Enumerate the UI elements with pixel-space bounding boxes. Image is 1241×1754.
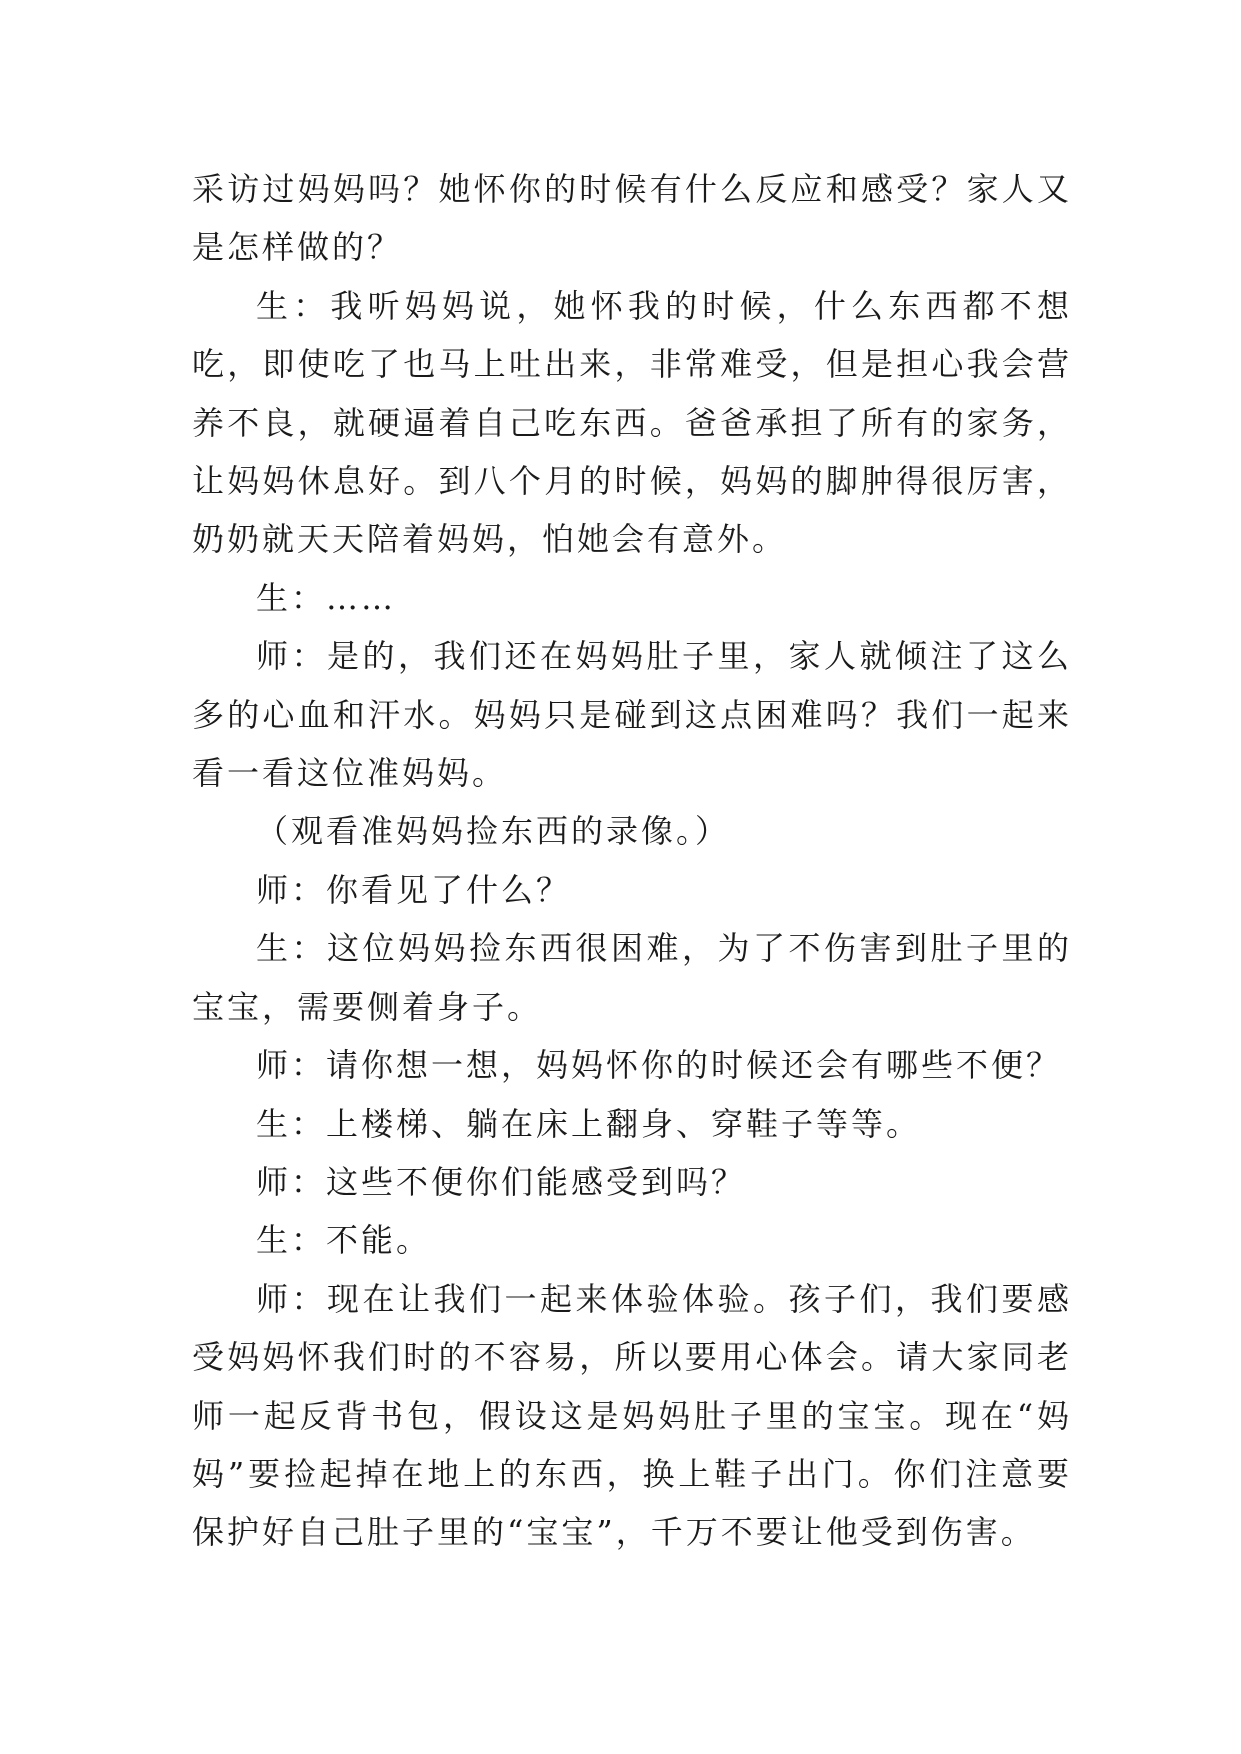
paragraph-teacher-experience: 师：现在让我们一起来体验体验。孩子们，我们要感受妈妈怀我们时的不容易，所以要用心体会。请大家同老师一起反背书包，假设这是妈妈肚子里的宝宝。现在“妈妈”要捡起掉在地上的东西，换上鞋子出门。你们注意要保护好自己肚子里的“宝宝”，千万不要让他受到伤害。 <box>192 1279 1072 1552</box>
paragraph-teacher-question: 师：你看见了什么？ <box>256 870 572 909</box>
body-text <box>192 160 1072 1562</box>
paragraph-student-observation: 生：这位妈妈捡东西很困难，为了不伤害到肚子里的宝宝，需要侧着身子。 <box>192 929 1072 1026</box>
paragraph-student-no: 生：不能。 <box>256 1221 432 1260</box>
paragraph-continued-question: 采访过妈妈吗？她怀你的时候有什么反应和感受？家人又是怎样做的？ <box>192 170 1072 267</box>
paragraph-student-answer: 生：我听妈妈说，她怀我的时候，什么东西都不想吃，即使吃了也马上吐出来，非常难受，但是担心我会营养不良，就硬逼着自己吃东西。爸爸承担了所有的家务，让妈妈休息好。到八个月的时候，妈妈的脚肿得很厉害，奶奶就天天陪着妈妈，怕她会有意外。 <box>192 286 1072 559</box>
paragraph-student-ellipsis: 生：…… <box>256 578 397 617</box>
paragraph-teacher-feel: 师：这些不便你们能感受到吗？ <box>256 1162 747 1201</box>
paragraph-student-inconveniences: 生：上楼梯、躺在床上翻身、穿鞋子等等。 <box>256 1104 922 1143</box>
paragraph-teacher-think: 师：请你想一想，妈妈怀你的时候还会有哪些不便？ <box>256 1046 1062 1085</box>
paragraph-stage-direction: （观看准妈妈捡东西的录像。） <box>256 812 731 851</box>
paragraph-teacher-intro-video: 师：是的，我们还在妈妈肚子里，家人就倾注了这么多的心血和汗水。妈妈只是碰到这点困难吗？我们一起来看一看这位准妈妈。 <box>192 637 1072 793</box>
